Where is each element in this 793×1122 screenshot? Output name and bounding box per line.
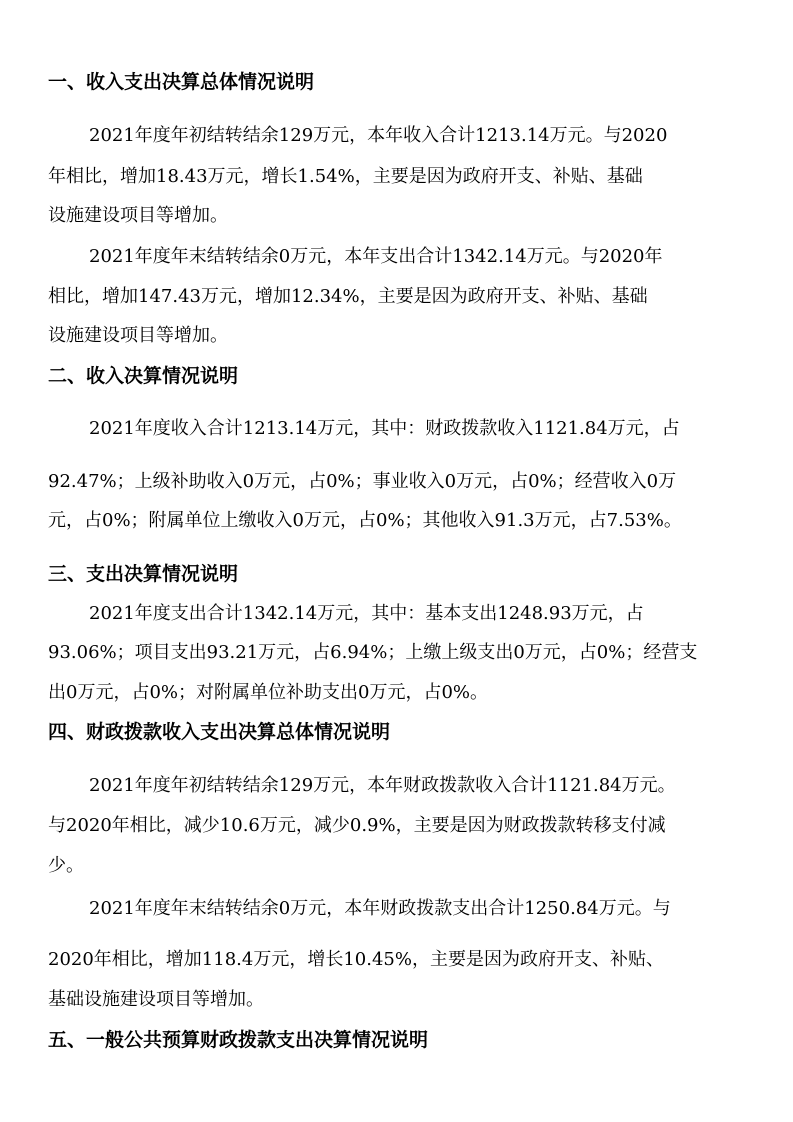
section-3-heading: 三、支出决算情况说明 <box>48 563 239 585</box>
section-1-para-2-line-3: 设施建设项目等增加。 <box>48 325 228 346</box>
section-2-heading: 二、收入决算情况说明 <box>48 365 239 387</box>
section-1-para-1-line-2: 年相比，增加18.43万元，增长1.54%，主要是因为政府开支、补贴、基础 <box>48 166 643 187</box>
section-1-heading: 一、收入支出决算总体情况说明 <box>48 71 315 93</box>
section-3-para-1-line-3: 出0万元，占0%；对附属单位补助支出0万元，占0%。 <box>48 682 489 703</box>
section-4-para-2-line-3: 基础设施建设项目等增加。 <box>48 989 264 1010</box>
section-4-para-1-line-1: 2021年度年初结转结余129万元，本年财政拨款收入合计1121.84万元。 <box>89 775 676 796</box>
section-2-para-1-line-3: 元，占0%；附属单位上缴收入0万元，占0%；其他收入91.3万元，占7.53%。 <box>48 510 682 531</box>
section-1-para-2-line-2: 相比，增加147.43万元，增加12.34%，主要是因为政府开支、补贴、基础 <box>48 286 648 307</box>
section-3-para-1-line-2: 93.06%；项目支出93.21万元，占6.94%；上缴上级支出0万元，占0%；经营支 <box>48 642 698 663</box>
section-4-heading: 四、财政拨款收入支出决算总体情况说明 <box>48 721 391 743</box>
section-1-para-2-line-1: 2021年度年末结转结余0万元，本年支出合计1342.14万元。与2020年 <box>89 246 663 267</box>
section-4-para-2-line-2: 2020年相比，增加118.4万元，增长10.45%，主要是因为政府开支、补贴、 <box>48 949 664 970</box>
section-1-para-1-line-1: 2021年度年初结转结余129万元，本年收入合计1213.14万元。与2020 <box>89 125 668 146</box>
section-5-heading: 五、一般公共预算财政拨款支出决算情况说明 <box>48 1029 429 1051</box>
section-2-para-1-line-2: 92.47%；上级补助收入0万元，占0%；事业收入0万元，占0%；经营收入0万 <box>48 471 677 492</box>
section-1-para-1-line-3: 设施建设项目等增加。 <box>48 205 228 226</box>
section-3-para-1-line-1: 2021年度支出合计1342.14万元，其中：基本支出1248.93万元，占 <box>89 603 644 624</box>
section-2-para-1-line-1: 2021年度收入合计1213.14万元，其中：财政拨款收入1121.84万元，占 <box>89 418 680 439</box>
section-4-para-2-line-1: 2021年度年末结转结余0万元，本年财政拨款支出合计1250.84万元。与 <box>89 898 671 919</box>
section-4-para-1-line-3: 少。 <box>48 855 84 876</box>
section-4-para-1-line-2: 与2020年相比，减少10.6万元，减少0.9%，主要是因为财政拨款转移支付减 <box>48 815 666 836</box>
